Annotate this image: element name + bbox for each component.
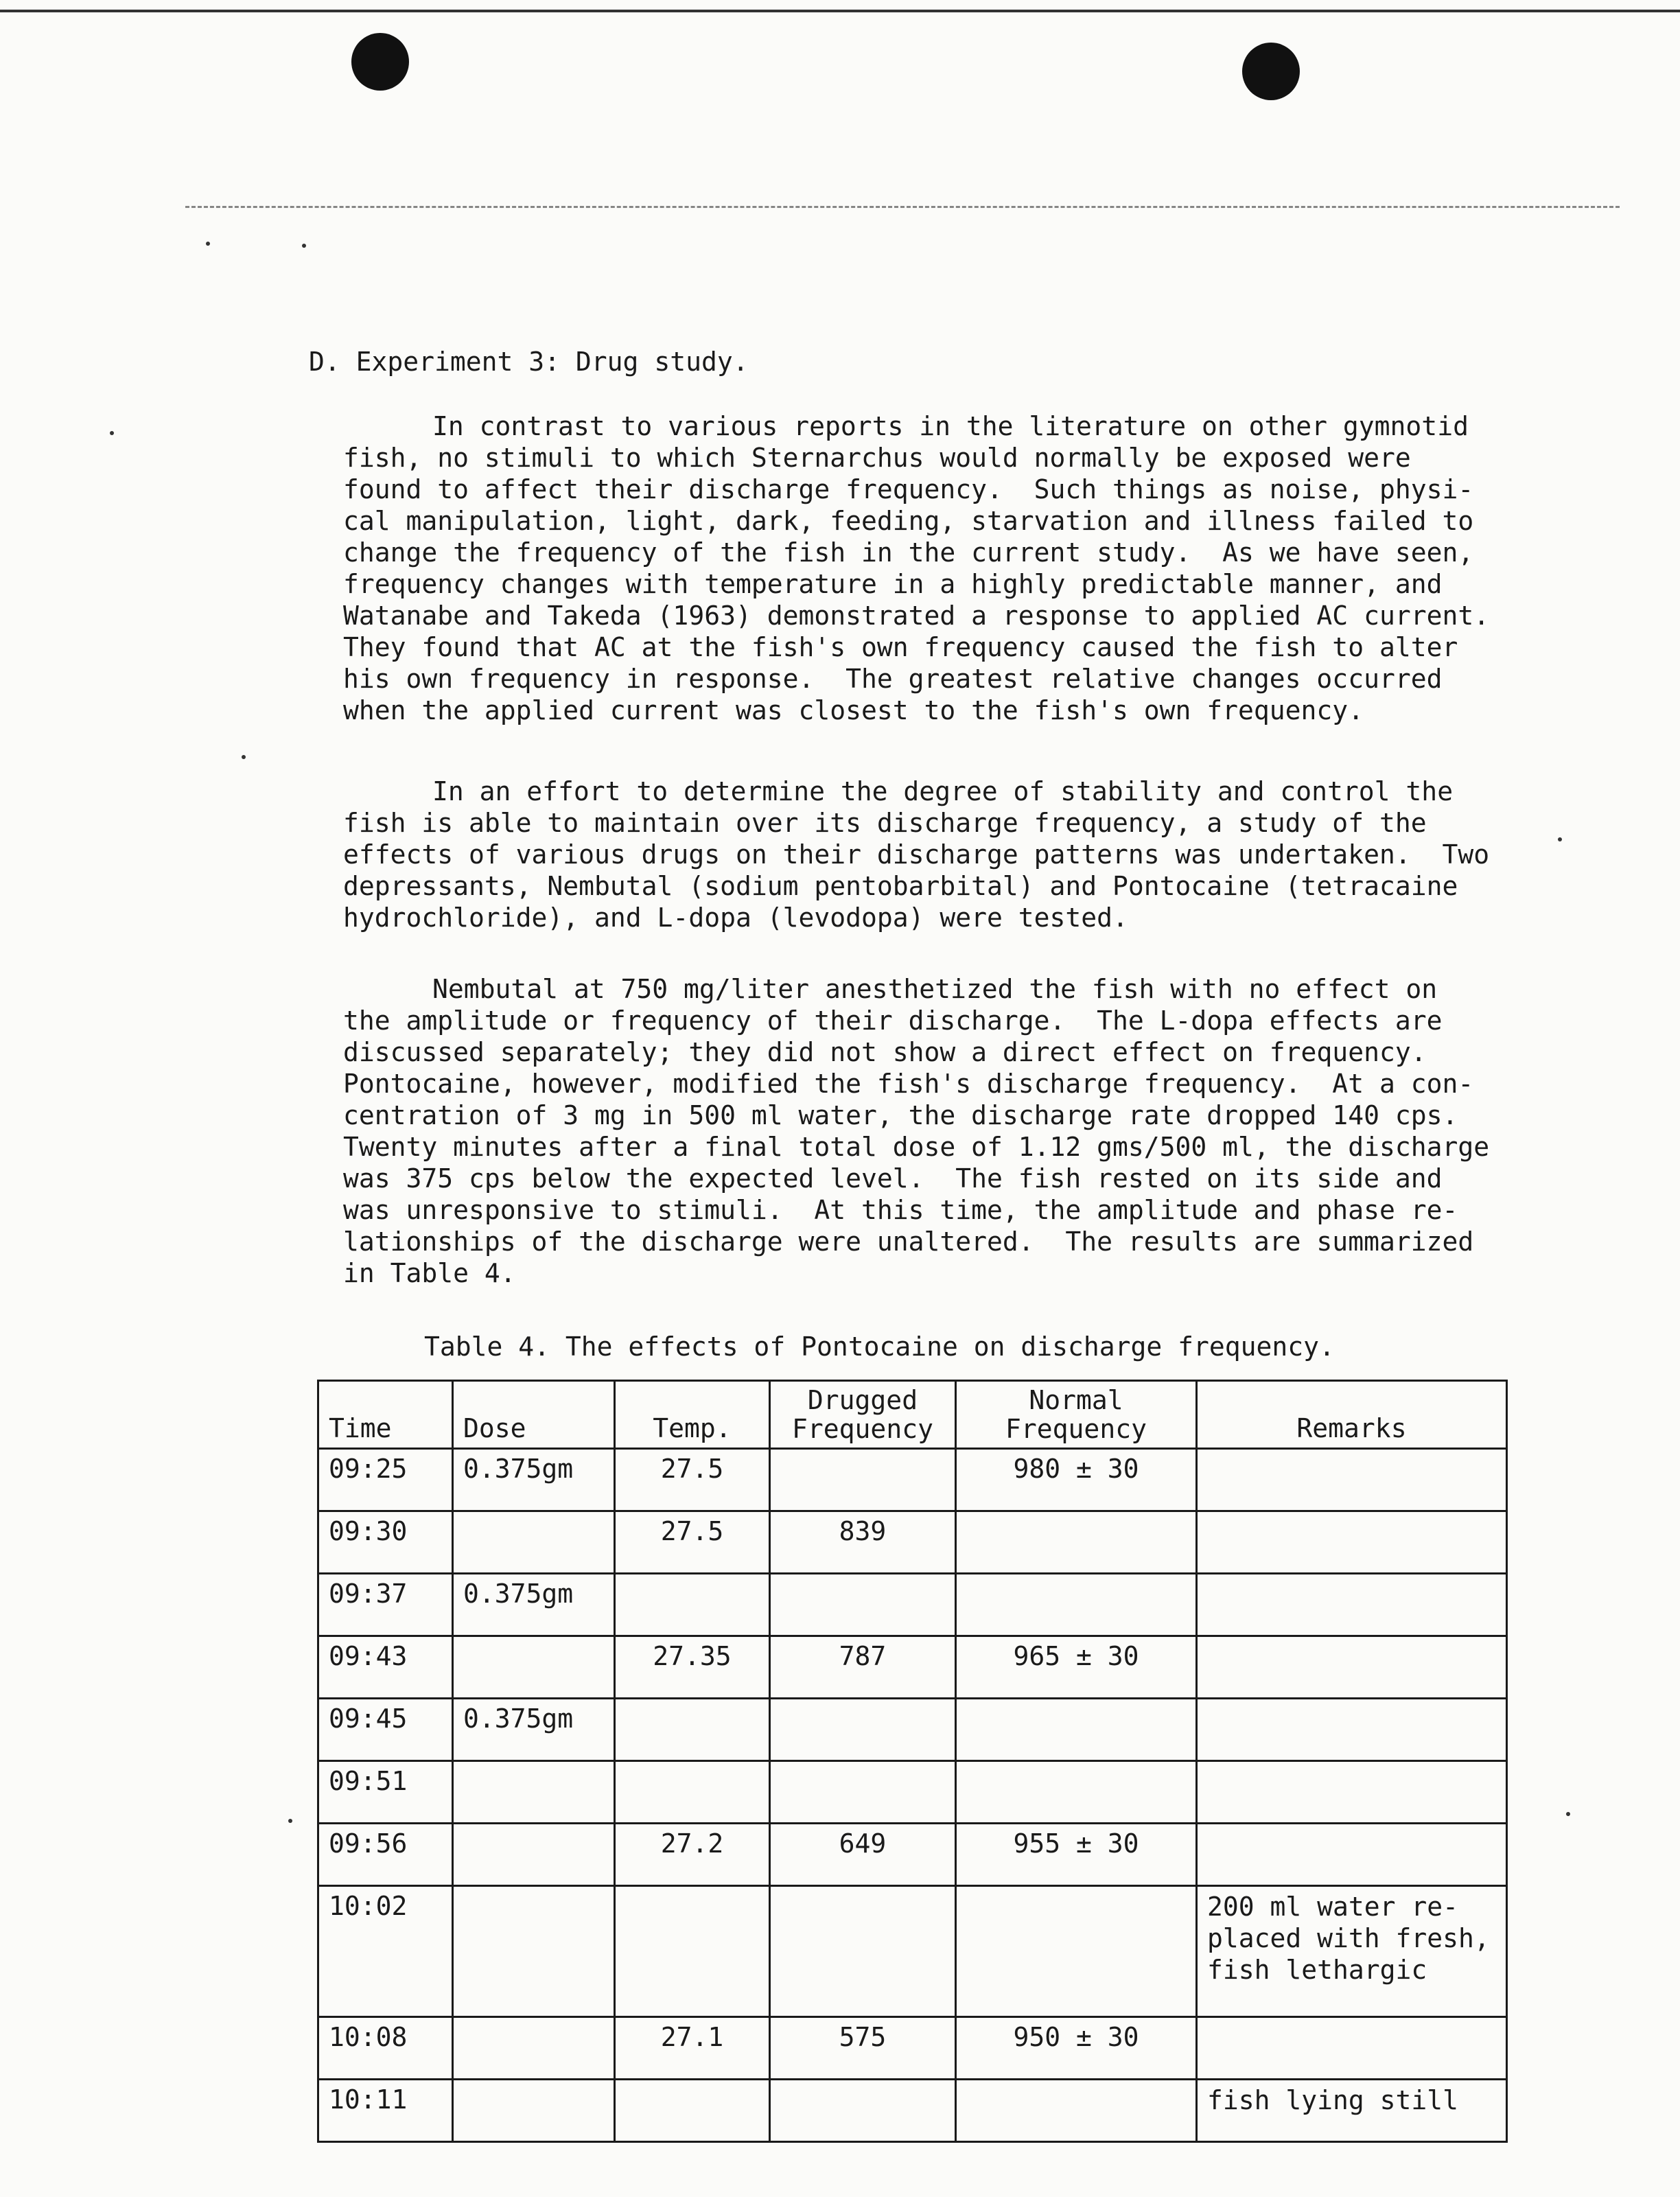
cell-remarks: 200 ml water re- placed with fresh, fish lethargic — [1197, 1886, 1507, 2017]
scan-speck — [302, 244, 306, 248]
scan-speck — [242, 755, 246, 759]
header-drugged-line1: Drugged — [807, 1385, 918, 1415]
cell-dose: 0.375gm — [453, 1699, 615, 1761]
paragraph-line: found to affect their discharge frequency. Such things as noise, physi- — [343, 474, 1474, 504]
cell-temp: 27.1 — [615, 2017, 770, 2080]
paragraph-line: in Table 4. — [343, 1258, 516, 1288]
page-top-rule — [0, 10, 1680, 12]
table-row — [318, 2080, 1507, 2142]
paragraph-line: Pontocaine, however, modified the fish's discharge frequency. At a con- — [343, 1069, 1474, 1099]
paragraph-line: his own frequency in response. The greatest relative changes occurred — [343, 664, 1443, 694]
header-remarks: Remarks — [1197, 1381, 1507, 1449]
paragraph-line: They found that AC at the fish's own frequency caused the fish to alter — [343, 632, 1458, 662]
paragraph-line: In contrast to various reports in the literature on other gymnotid — [432, 411, 1469, 441]
header-normal-line2: Frequency — [1005, 1414, 1147, 1444]
cell-remarks: fish lying still — [1197, 2080, 1507, 2142]
table-header-row — [318, 1381, 1507, 1449]
paragraph-line: hydrochloride), and L-dopa (levodopa) were tested. — [343, 903, 1128, 933]
cell-time: 09:30 — [318, 1511, 453, 1574]
scan-speck — [206, 242, 210, 246]
table-row — [318, 1636, 1507, 1699]
header-drugged-line2: Frequency — [792, 1414, 933, 1444]
header-normal-line1: Normal — [1029, 1385, 1123, 1415]
cell-dose — [453, 1824, 615, 1886]
cell-drugged-frequency — [770, 1449, 956, 1511]
paragraph-drug-study — [343, 776, 1551, 933]
cell-normal-frequency — [956, 1511, 1197, 1574]
cell-drugged-frequency — [770, 1574, 956, 1636]
table-row — [318, 2017, 1507, 2080]
cell-normal-frequency — [956, 2080, 1197, 2142]
paragraph-line: Twenty minutes after a final total dose of 1.12 gms/500 ml, the discharge — [343, 1132, 1490, 1162]
paragraph-line: when the applied current was closest to the fish's own frequency. — [343, 695, 1364, 725]
cell-remarks — [1197, 1761, 1507, 1824]
cell-dose — [453, 2080, 615, 2142]
cell-drugged-frequency — [770, 1699, 956, 1761]
scan-speck — [288, 1819, 292, 1823]
cell-remarks — [1197, 1449, 1507, 1511]
cell-remarks — [1197, 1511, 1507, 1574]
cell-temp — [615, 2080, 770, 2142]
cell-time: 10:08 — [318, 2017, 453, 2080]
paragraph-line: depressants, Nembutal (sodium pentobarbital) and Pontocaine (tetracaine — [343, 871, 1458, 901]
cell-time: 10:02 — [318, 1886, 453, 2017]
pontocaine-table — [317, 1380, 1508, 2143]
cell-temp: 27.5 — [615, 1511, 770, 1574]
punch-hole-left — [351, 33, 409, 91]
scan-artifact-line — [185, 206, 1620, 208]
cell-dose: 0.375gm — [453, 1449, 615, 1511]
paragraph-results — [343, 973, 1551, 1289]
paragraph-line: effects of various drugs on their discharge patterns was undertaken. Two — [343, 839, 1490, 870]
header-normal-frequency — [956, 1381, 1197, 1449]
table-row — [318, 1761, 1507, 1824]
cell-normal-frequency: 965 ± 30 — [956, 1636, 1197, 1699]
cell-drugged-frequency — [770, 1761, 956, 1824]
cell-normal-frequency — [956, 1761, 1197, 1824]
cell-normal-frequency — [956, 1699, 1197, 1761]
cell-normal-frequency: 980 ± 30 — [956, 1449, 1197, 1511]
cell-drugged-frequency — [770, 1886, 956, 2017]
table-row — [318, 1699, 1507, 1761]
section-heading: D. Experiment 3: Drug study. — [309, 347, 749, 377]
header-dose: Dose — [453, 1381, 615, 1449]
paragraph-line: fish is able to maintain over its discharge frequency, a study of the — [343, 808, 1427, 838]
cell-time: 09:37 — [318, 1574, 453, 1636]
cell-drugged-frequency: 839 — [770, 1511, 956, 1574]
cell-temp — [615, 1699, 770, 1761]
paragraph-line: lationships of the discharge were unaltered. The results are summarized — [343, 1227, 1474, 1257]
cell-dose: 0.375gm — [453, 1574, 615, 1636]
cell-dose — [453, 1511, 615, 1574]
paragraph-line: Nembutal at 750 mg/liter anesthetized the fish with no effect on — [432, 974, 1438, 1004]
cell-normal-frequency — [956, 1574, 1197, 1636]
cell-normal-frequency: 955 ± 30 — [956, 1824, 1197, 1886]
scan-speck — [110, 431, 114, 435]
cell-remarks — [1197, 1824, 1507, 1886]
punch-hole-right — [1242, 43, 1300, 100]
cell-time: 09:45 — [318, 1699, 453, 1761]
paragraph-line: centration of 3 mg in 500 ml water, the discharge rate dropped 140 cps. — [343, 1100, 1458, 1130]
paragraph-line: cal manipulation, light, dark, feeding, starvation and illness failed to — [343, 506, 1474, 536]
cell-temp: 27.5 — [615, 1449, 770, 1511]
paragraph-line: the amplitude or frequency of their discharge. The L-dopa effects are — [343, 1005, 1443, 1036]
cell-temp — [615, 1574, 770, 1636]
cell-dose — [453, 2017, 615, 2080]
header-temp: Temp. — [615, 1381, 770, 1449]
cell-time: 09:25 — [318, 1449, 453, 1511]
cell-temp: 27.35 — [615, 1636, 770, 1699]
cell-temp — [615, 1761, 770, 1824]
paragraph-intro — [343, 410, 1551, 726]
cell-normal-frequency — [956, 1886, 1197, 2017]
scan-speck — [1558, 837, 1562, 841]
table-caption: Table 4. The effects of Pontocaine on discharge frequency. — [424, 1332, 1335, 1362]
paragraph-line: fish, no stimuli to which Sternarchus would normally be exposed were — [343, 443, 1411, 473]
cell-remarks — [1197, 1699, 1507, 1761]
paragraph-line: frequency changes with temperature in a highly predictable manner, and — [343, 569, 1443, 599]
cell-remarks — [1197, 1636, 1507, 1699]
cell-remarks — [1197, 1574, 1507, 1636]
cell-time: 09:51 — [318, 1761, 453, 1824]
paragraph-line: In an effort to determine the degree of stability and control the — [432, 776, 1454, 806]
cell-drugged-frequency: 575 — [770, 2017, 956, 2080]
cell-time: 09:56 — [318, 1824, 453, 1886]
table-row — [318, 1886, 1507, 2017]
scan-speck — [1566, 1812, 1570, 1816]
cell-temp: 27.2 — [615, 1824, 770, 1886]
cell-temp — [615, 1886, 770, 2017]
cell-dose — [453, 1886, 615, 2017]
cell-normal-frequency: 950 ± 30 — [956, 2017, 1197, 2080]
paragraph-line: was unresponsive to stimuli. At this time, the amplitude and phase re- — [343, 1195, 1458, 1225]
cell-dose — [453, 1761, 615, 1824]
paragraph-line: was 375 cps below the expected level. The fish rested on its side and — [343, 1163, 1443, 1194]
cell-dose — [453, 1636, 615, 1699]
cell-drugged-frequency: 649 — [770, 1824, 956, 1886]
table-row — [318, 1511, 1507, 1574]
cell-drugged-frequency: 787 — [770, 1636, 956, 1699]
paragraph-line: change the frequency of the fish in the current study. As we have seen, — [343, 537, 1474, 568]
header-drugged-frequency — [770, 1381, 956, 1449]
cell-time: 09:43 — [318, 1636, 453, 1699]
table-row — [318, 1574, 1507, 1636]
paragraph-line: Watanabe and Takeda (1963) demonstrated a response to applied AC current. — [343, 601, 1490, 631]
table-row — [318, 1449, 1507, 1511]
paragraph-line: discussed separately; they did not show a direct effect on frequency. — [343, 1037, 1427, 1067]
cell-time: 10:11 — [318, 2080, 453, 2142]
table-row — [318, 1824, 1507, 1886]
header-time: Time — [318, 1381, 453, 1449]
cell-drugged-frequency — [770, 2080, 956, 2142]
cell-remarks — [1197, 2017, 1507, 2080]
